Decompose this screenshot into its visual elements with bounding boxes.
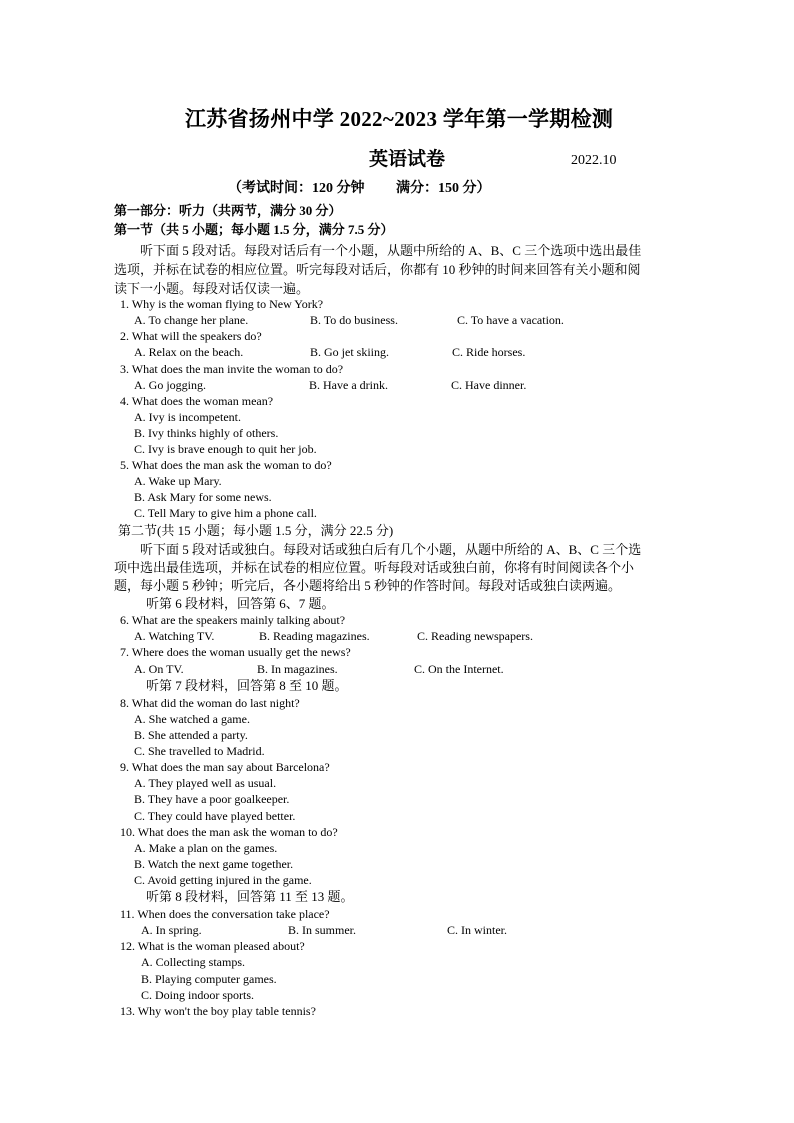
section2-instructions-line: 听下面 5 段对话或独白。每段对话或独白后有几个小题，从题中所给的 A、B、C 三个选 bbox=[140, 542, 642, 557]
option-c: C. To have a vacation. bbox=[457, 313, 564, 327]
option-a: A. To change her plane. bbox=[134, 313, 249, 327]
option-a: A. They played well as usual. bbox=[134, 776, 277, 790]
option-a: A. Watching TV. bbox=[134, 629, 215, 643]
option-b: B. Ask Mary for some news. bbox=[134, 490, 272, 504]
option-a: A. Ivy is incompetent. bbox=[134, 410, 241, 424]
section1-heading: 第一节（共 5 小题；每小题 1.5 分，满分 7.5 分） bbox=[114, 222, 394, 237]
option-a: A. Make a plan on the games. bbox=[134, 841, 278, 855]
question-stem: 2. What will the speakers do? bbox=[120, 329, 262, 343]
option-c: C. On the Internet. bbox=[414, 662, 504, 676]
option-c: C. They could have played better. bbox=[134, 809, 296, 823]
option-b: B. To do business. bbox=[310, 313, 398, 327]
option-c: C. Doing indoor sports. bbox=[141, 988, 255, 1002]
option-c: C. Have dinner. bbox=[451, 378, 527, 392]
question-stem: 8. What did the woman do last night? bbox=[120, 696, 300, 710]
option-c: C. Ivy is brave enough to quit her job. bbox=[134, 442, 317, 456]
exam-subtitle: 英语试卷 bbox=[369, 149, 446, 170]
option-b: B. In magazines. bbox=[257, 662, 338, 676]
section2-instructions-line: 题，每小题 5 秒钟；听完后，各小题将给出 5 秒钟的作答时间。每段对话或独白读两遍。 bbox=[114, 578, 622, 593]
question-stem: 11. When does the conversation take place? bbox=[120, 907, 330, 921]
section2-heading: 第二节(共 15 小题；每小题 1.5 分，满分 22.5 分) bbox=[118, 523, 394, 538]
option-b: B. Go jet skiing. bbox=[310, 345, 390, 359]
exam-date: 2022.10 bbox=[571, 153, 617, 168]
question-stem: 6. What are the speakers mainly talking about? bbox=[120, 613, 346, 627]
option-c: C. Tell Mary to give him a phone call. bbox=[134, 506, 317, 520]
option-a: A. Wake up Mary. bbox=[134, 474, 222, 488]
option-a: A. In spring. bbox=[141, 923, 202, 937]
option-a: A. Collecting stamps. bbox=[141, 955, 245, 969]
option-b: B. They have a poor goalkeeper. bbox=[134, 792, 290, 806]
option-c: C. Avoid getting injured in the game. bbox=[134, 873, 312, 887]
option-a: A. Relax on the beach. bbox=[134, 345, 244, 359]
option-c: C. In winter. bbox=[447, 923, 507, 937]
option-b: B. Playing computer games. bbox=[141, 972, 277, 986]
option-a: A. Go jogging. bbox=[134, 378, 206, 392]
section1-instructions-line: 听下面 5 段对话。每段对话后有一个小题，从题中所给的 A、B、C 三个选项中选出最佳 bbox=[140, 243, 642, 258]
question-stem: 10. What does the man ask the woman to do? bbox=[120, 825, 338, 839]
option-b: B. Reading magazines. bbox=[259, 629, 370, 643]
question-stem: 4. What does the woman mean? bbox=[120, 394, 274, 408]
question-stem: 5. What does the man ask the woman to do? bbox=[120, 458, 332, 472]
option-b: B. In summer. bbox=[288, 923, 356, 937]
option-b: B. Have a drink. bbox=[309, 378, 388, 392]
option-b: B. Watch the next game together. bbox=[134, 857, 294, 871]
section2-instructions-line: 项中选出最佳选项，并标在试卷的相应位置。听每段对话或独白前，你将有时间阅读各个小 bbox=[114, 560, 635, 575]
option-b: B. Ivy thinks highly of others. bbox=[134, 426, 279, 440]
question-stem: 13. Why won't the boy play table tennis? bbox=[120, 1004, 316, 1018]
option-a: A. She watched a game. bbox=[134, 712, 250, 726]
question-stem: 7. Where does the woman usually get the news? bbox=[120, 645, 351, 659]
option-c: C. Ride horses. bbox=[452, 345, 526, 359]
question-stem: 9. What does the man say about Barcelona? bbox=[120, 760, 330, 774]
exam-info: （考试时间：120 分钟 满分：150 分） bbox=[228, 181, 491, 196]
material-note: 听第 8 段材料，回答第 11 至 13 题。 bbox=[146, 889, 354, 904]
section1-instructions-line: 读下一小题。每段对话仅读一遍。 bbox=[114, 281, 310, 296]
section1-instructions-line: 选项，并标在试卷的相应位置。听完每段对话后，你都有 10 秒钟的时间来回答有关小题和阅 bbox=[114, 262, 641, 277]
exam-title: 江苏省扬州中学 2022~2023 学年第一学期检测 bbox=[185, 107, 614, 131]
question-stem: 3. What does the man invite the woman to do? bbox=[120, 362, 344, 376]
part1-heading: 第一部分：听力（共两节，满分 30 分） bbox=[114, 203, 342, 218]
question-stem: 1. Why is the woman flying to New York? bbox=[120, 297, 324, 311]
option-b: B. She attended a party. bbox=[134, 728, 248, 742]
option-a: A. On TV. bbox=[134, 662, 184, 676]
question-stem: 12. What is the woman pleased about? bbox=[120, 939, 305, 953]
option-c: C. She travelled to Madrid. bbox=[134, 744, 265, 758]
material-note: 听第 6 段材料，回答第 6、7 题。 bbox=[146, 596, 335, 611]
option-c: C. Reading newspapers. bbox=[417, 629, 533, 643]
material-note: 听第 7 段材料，回答第 8 至 10 题。 bbox=[146, 678, 348, 693]
